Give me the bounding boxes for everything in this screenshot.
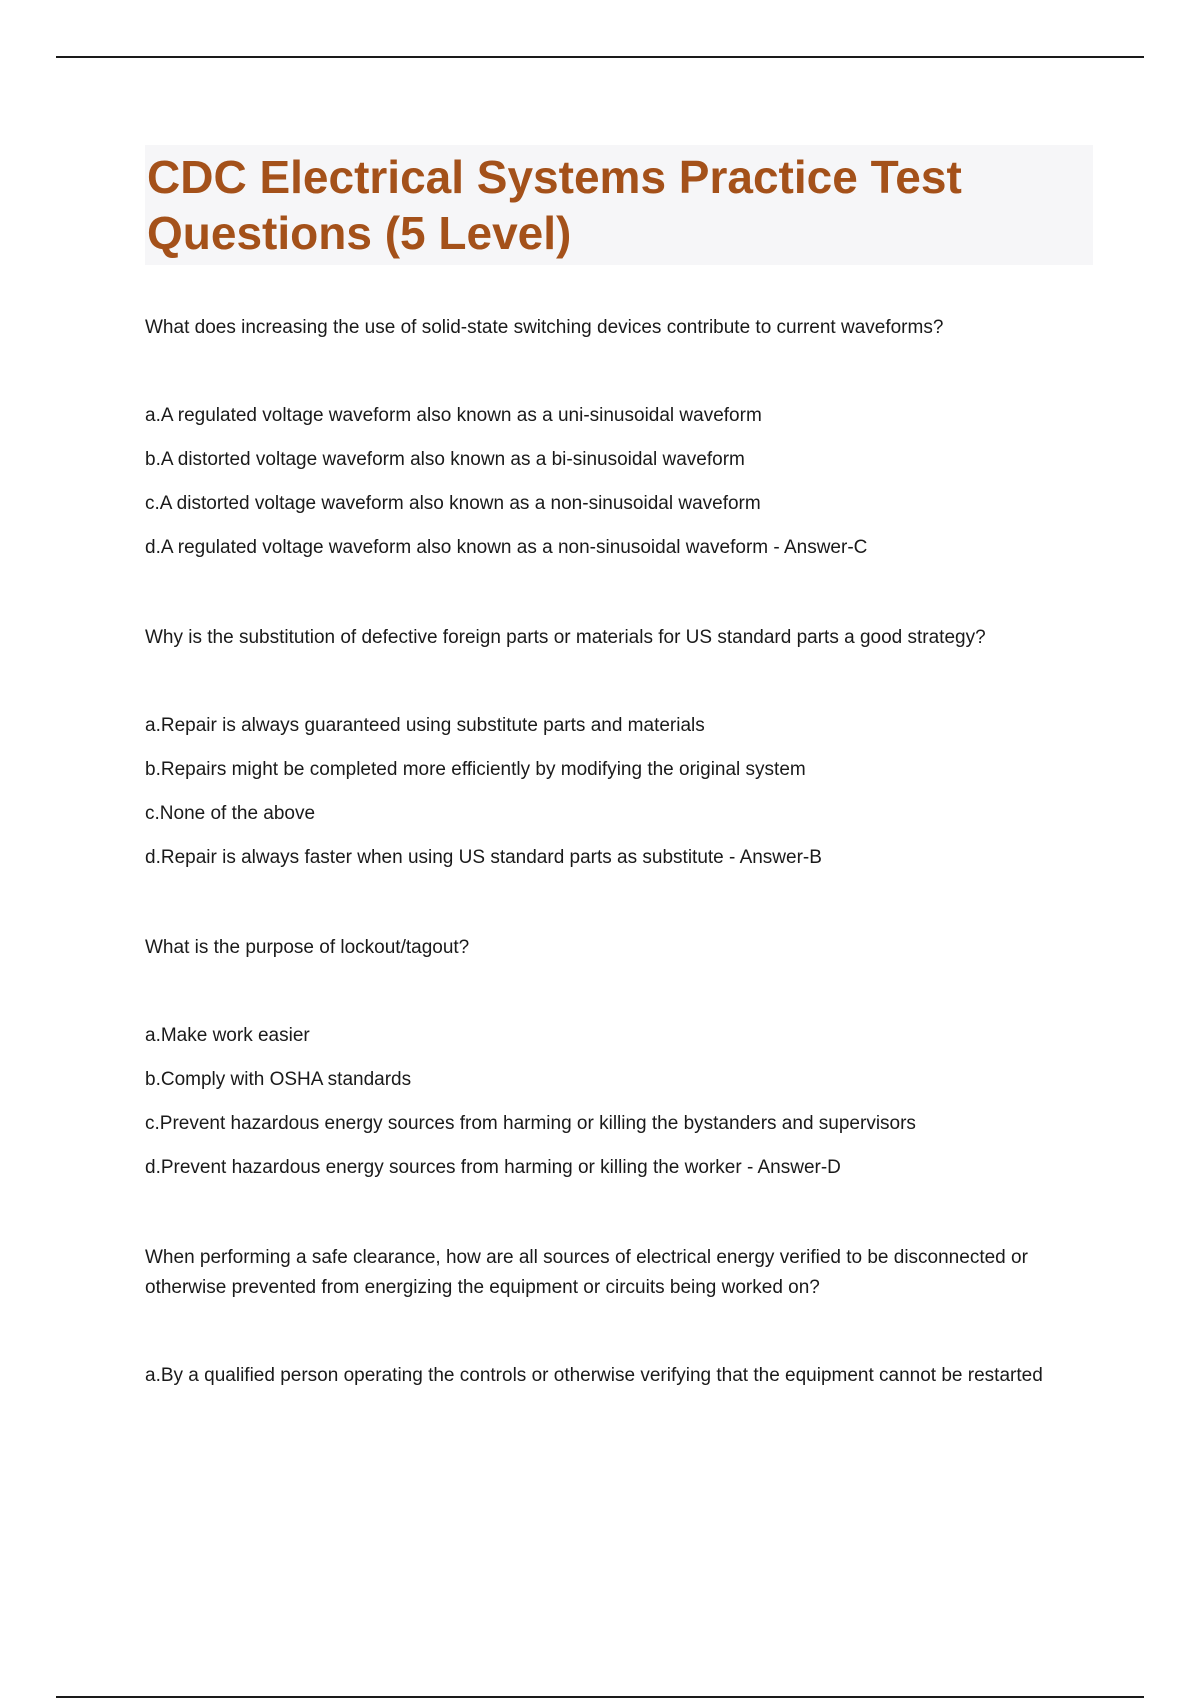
question-text: What is the purpose of lockout/tagout? [145,937,470,958]
question-text: When performing a safe clearance, how are all sources of electrical energy verified to be disconnected or otherwise prevented from energizing the equipment or circuits being worked on? [145,1247,1028,1298]
document-body [145,145,1093,1391]
option-a: a.By a qualified person operating the controls or otherwise verifying that the equipment cannot be restarted [145,1365,1043,1386]
option-d-with-answer: d.Prevent hazardous energy sources from harming or killing the worker - Answer-D [145,1157,841,1178]
question-block-1 [145,313,1093,563]
option-list [145,401,1093,563]
top-rule [56,56,1144,58]
option-c: c.None of the above [145,803,316,824]
option-list [145,711,1093,873]
question-block-3 [145,933,1093,1183]
option-b: b.A distorted voltage waveform also known as a bi-sinusoidal waveform [145,449,745,470]
option-d-with-answer: d.A regulated voltage waveform also known as a non-sinusoidal waveform - Answer-C [145,537,868,558]
option-a: a.Make work easier [145,1025,310,1046]
question-block-4 [145,1243,1093,1391]
option-c: c.Prevent hazardous energy sources from harming or killing the bystanders and supervisors [145,1113,916,1134]
option-list [145,1021,1093,1183]
question-block-2 [145,623,1093,873]
question-text: What does increasing the use of solid-state switching devices contribute to current waveforms? [145,317,944,338]
option-list [145,1361,1093,1391]
option-b: b.Comply with OSHA standards [145,1069,412,1090]
question-text: Why is the substitution of defective foreign parts or materials for US standard parts a good strategy? [145,627,986,648]
option-d-with-answer: d.Repair is always faster when using US standard parts as substitute - Answer-B [145,847,822,868]
option-b: b.Repairs might be completed more efficiently by modifying the original system [145,759,806,780]
option-a: a.Repair is always guaranteed using substitute parts and materials [145,715,705,736]
option-c: c.A distorted voltage waveform also known as a non-sinusoidal waveform [145,493,761,514]
title-banner [145,145,1093,265]
option-a: a.A regulated voltage waveform also known as a uni-sinusoidal waveform [145,405,762,426]
bottom-rule [56,1696,1144,1698]
page-title: CDC Electrical Systems Practice Test Questions (5 Level) [147,151,962,259]
